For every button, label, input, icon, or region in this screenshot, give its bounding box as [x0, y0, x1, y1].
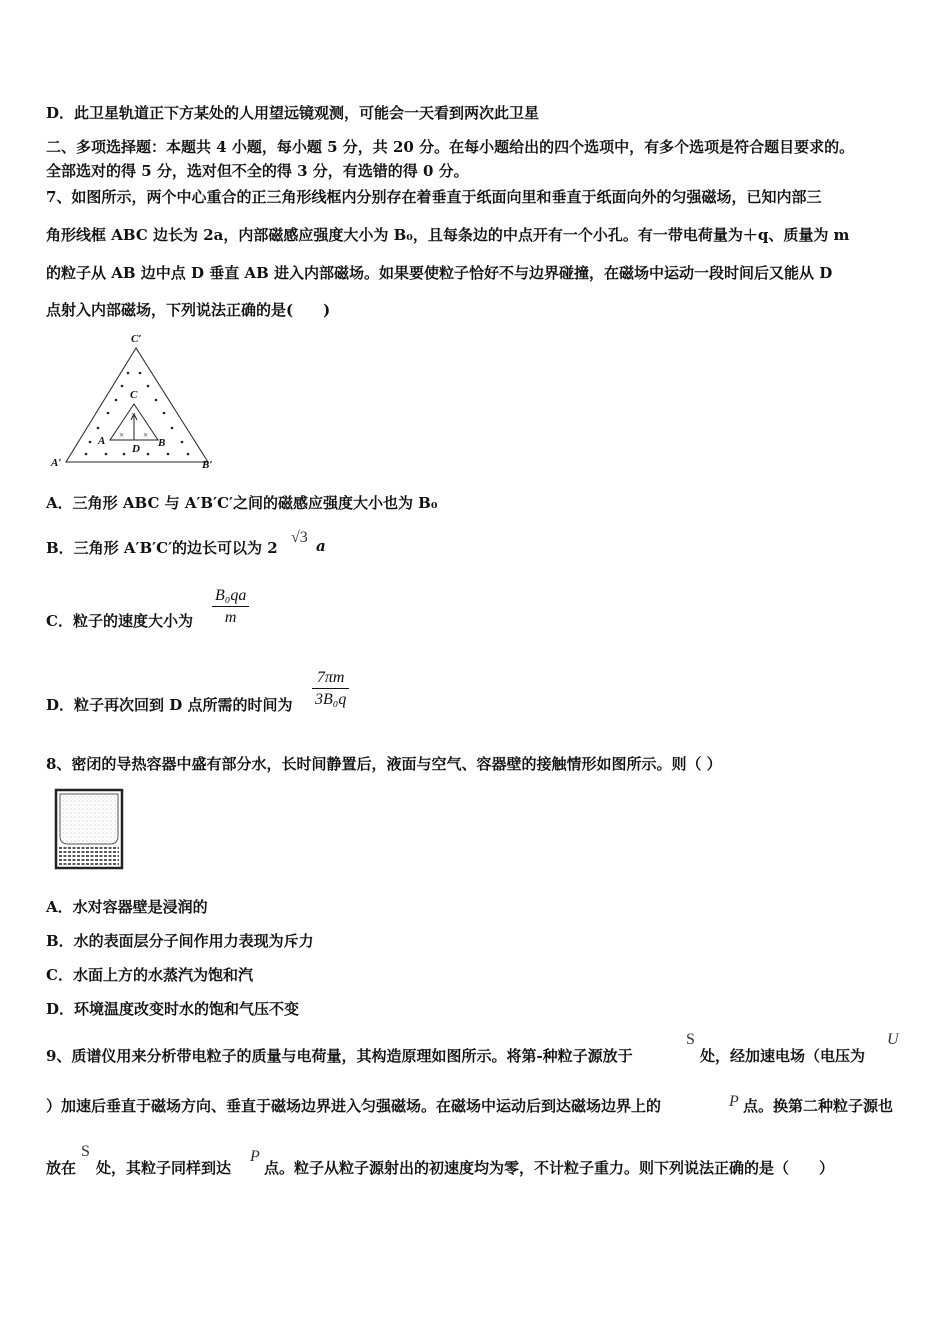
label-b: B — [158, 437, 166, 449]
q7-option-c-denominator: m — [224, 609, 237, 626]
label-c: C — [130, 389, 138, 401]
label-a-prime: A′ — [51, 457, 62, 469]
q7-option-b-unit: a — [316, 537, 326, 555]
label-b-prime: B′ — [202, 459, 213, 471]
q9-stem-line1-mid: 处，经加速电场（电压为 — [700, 1047, 866, 1065]
q8-option-c: C．水面上方的水蒸汽为饱和汽 — [46, 966, 253, 984]
q9-symbol-p1: P — [729, 1093, 739, 1110]
q8-option-b: B．水的表面层分子间作用力表现为斥力 — [46, 932, 314, 950]
vapor-region — [60, 794, 118, 844]
q7-option-c: C．粒子的速度大小为 — [46, 612, 193, 630]
q7-option-d-fraction — [312, 668, 349, 711]
q7-option-d-denominator: 3B₀q — [315, 691, 347, 708]
label-d: D — [132, 443, 140, 455]
q9-stem-line2: ）加速后垂直于磁场方向、垂直于磁场边界进入匀强磁场。在磁场中运动后到达磁场边界上的 — [46, 1097, 662, 1115]
q7-stem-line2: 角形线框 ABC 边长为 2a，内部磁感应强度大小为 B₀，且每条边的中点开有一个小孔。有一带电荷量为＋q、质量为 m — [46, 226, 850, 244]
q8-container-figure — [54, 788, 124, 870]
q9-symbol-u: U — [887, 1031, 899, 1048]
q9-stem-line2-tail: 点。换第二种粒子源也 — [743, 1097, 894, 1115]
q8-option-a: A．水对容器壁是浸润的 — [46, 898, 208, 916]
q9-stem-line3-head: 放在 — [46, 1159, 77, 1177]
q8-option-d: D．环境温度改变时水的饱和气压不变 — [46, 1000, 300, 1018]
q7-option-c-numerator: B₀qa — [212, 586, 249, 607]
q7-stem-line3: 的粒子从 AB 边中点 D 垂直 AB 进入内部磁场。如果要使粒子恰好不与边界碰撞，在磁场中运动一段时间后又能从 D — [46, 264, 833, 282]
q8-stem: 8、密闭的导热容器中盛有部分水，长时间静置后，液面与空气、容器壁的接触情形如图所示。则（ ） — [46, 755, 722, 773]
section-header-line1: 二、多项选择题：本题共 4 小题，每小题 5 分，共 20 分。在每小题给出的四个选项中，有多个选项是符合题目要求的。 — [46, 138, 855, 156]
q9-symbol-s1: S — [686, 1031, 695, 1048]
water-region — [59, 848, 119, 864]
q7-option-d: D．粒子再次回到 D 点所需的时间为 — [46, 696, 293, 714]
label-a: A — [98, 435, 106, 447]
q9-stem-line3-tail: 点。粒子从粒子源射出的初速度均为零，不计粒子重力。则下列说法正确的是（ ） — [264, 1159, 835, 1177]
svg-text:×: × — [131, 410, 137, 420]
q7-triangle-figure — [48, 328, 228, 476]
label-c-prime: C′ — [131, 333, 142, 345]
q9-symbol-s2: S — [81, 1143, 90, 1160]
q7-option-b: B．三角形 A′B′C′的边长可以为 2 — [46, 539, 278, 557]
q9-stem-line3-mid: 处，其粒子同样到达 — [96, 1159, 232, 1177]
q7-option-a: A．三角形 ABC 与 A′B′C′之间的磁感应强度大小也为 B₀ — [46, 494, 438, 512]
q7-stem-line1: 7、如图所示，两个中心重合的正三角形线框内分别存在着垂直于纸面向里和垂直于纸面向外的匀强磁场，已知内部三 — [46, 188, 822, 206]
q7-option-b-sqrt: √3 — [291, 529, 308, 546]
q9-stem-line1: 9、质谱仪用来分析带电粒子的质量与电荷量，其构造原理如图所示。将第-种粒子源放于 — [46, 1047, 633, 1065]
q7-stem-line4: 点射入内部磁场，下列说法正确的是( ) — [46, 301, 331, 319]
section-header-line2: 全部选对的得 5 分，选对但不全的得 3 分，有选错的得 0 分。 — [46, 162, 469, 180]
q7-option-d-numerator: 7πm — [312, 668, 349, 689]
q7-option-c-fraction — [212, 586, 249, 629]
prev-option-d: D．此卫星轨道正下方某处的人用望远镜观测，可能会一天看到两次此卫星 — [46, 104, 540, 122]
svg-text:×: × — [143, 430, 149, 440]
q9-symbol-p2: P — [250, 1148, 260, 1165]
svg-text:×: × — [119, 430, 125, 440]
